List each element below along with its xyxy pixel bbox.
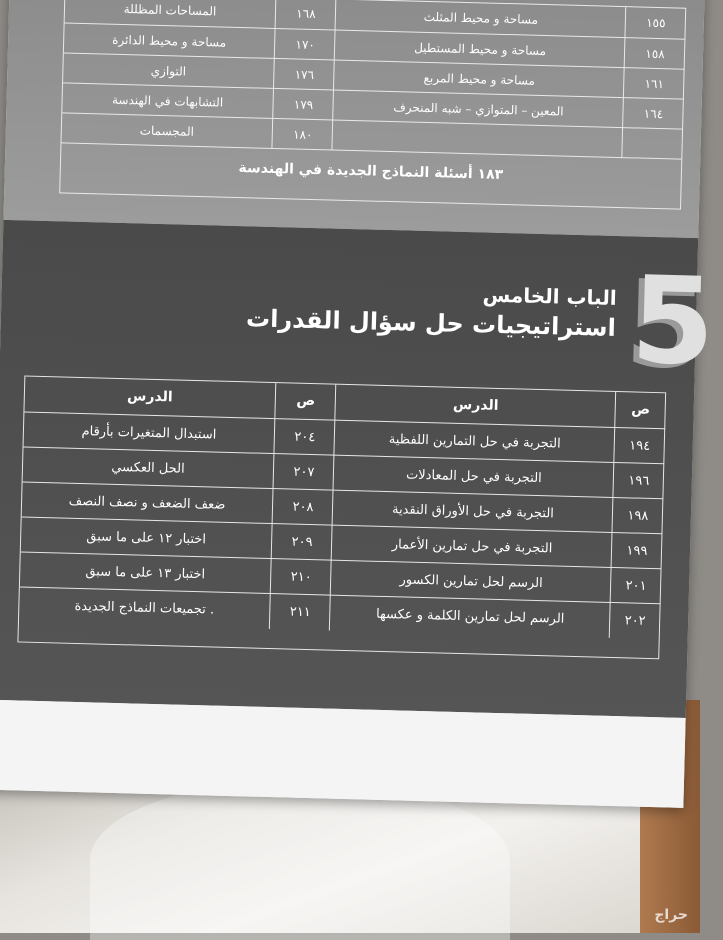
page-bottom — [0, 700, 686, 808]
page-number: ٢٠٨ — [272, 488, 334, 526]
chapter-title: استراتيجيات حل سؤال القدرات — [245, 304, 617, 342]
page-number: ١٧٦ — [273, 58, 335, 91]
column-header-page: ص — [614, 392, 666, 428]
cloth-fold — [90, 780, 510, 940]
page-number: ٢١١ — [269, 593, 331, 631]
strategies-contents-table — [17, 376, 666, 660]
page-number: ١٧٩ — [272, 88, 334, 121]
lesson-title: المساحات المظللة — [123, 1, 217, 19]
lesson-title: التجربة في حل المعادلات — [332, 455, 614, 498]
lesson-title: اختبار ١٢ على ما سبق — [21, 516, 272, 559]
page-number: ٢٠٤ — [273, 418, 335, 456]
page-number: ١٦٨ — [275, 0, 337, 30]
chapter-label: الباب الخامس — [482, 282, 617, 310]
column-header-page: ص — [274, 383, 336, 420]
lesson-title: الرسم لحل تمارين الكسور — [330, 560, 612, 603]
chapter-heading — [246, 276, 617, 342]
page-number: ١٦١ — [623, 67, 685, 100]
lesson-title: الحل العكسي — [23, 447, 274, 490]
page-number: ١٦٤ — [622, 97, 684, 130]
page-number: ١٧٠ — [274, 28, 336, 61]
page-number: ٢٠٢ — [609, 602, 661, 639]
page-number: ١٥٨ — [624, 37, 686, 70]
lesson-title: التوازي — [63, 52, 274, 88]
lesson-title: التشابهات في الهندسة — [62, 82, 273, 118]
page-number: ٢٠١ — [610, 567, 662, 604]
page-number: ١٩٦ — [612, 462, 664, 499]
lesson-title: تجميعات النماذج الجديدة . — [19, 586, 270, 629]
lesson-title: مساحة و محيط المستطيل — [334, 30, 626, 69]
lesson-title: الرسم لحل تمارين الكلمة و عكسها — [329, 595, 611, 638]
page-number: ١٨٠ — [271, 118, 333, 151]
watermark-logo: حراج — [654, 907, 688, 923]
lesson-title: اختبار ١٣ على ما سبق — [20, 551, 271, 594]
lesson-title: التجربة في حل التمارين اللفظية — [333, 420, 615, 463]
lesson-title: مساحة و محيط الدائرة — [64, 22, 275, 58]
lesson-title: مساحة و محيط المربع — [333, 60, 625, 99]
geometry-contents-table — [59, 0, 686, 210]
lesson-title: التجربة في حل الأوراق النقدية — [332, 490, 614, 533]
column-header-lesson: الدرس — [334, 385, 616, 427]
lesson-title: ضعف الضعف و نصف النصف — [22, 482, 273, 525]
page-number: ١٩٨ — [611, 497, 663, 534]
page-number — [621, 127, 683, 160]
column-header-lesson: الدرس — [126, 388, 173, 406]
page-number: ٢١٠ — [270, 558, 332, 596]
page-number: ٢٠٧ — [273, 453, 335, 491]
lesson-title: المعين – المتوازي – شبه المنحرف — [332, 89, 624, 128]
page-number: ١٥٥ — [624, 7, 686, 39]
lesson-title: استبدال المتغيرات بأرقام — [24, 412, 275, 455]
lesson-title: المجسمات — [61, 112, 272, 148]
chapter-number: 5 — [629, 251, 717, 393]
new-models-questions: ١٨٣ أسئلة النماذج الجديدة في الهندسة — [60, 142, 681, 199]
page-number: ٢٠٩ — [271, 523, 333, 561]
page-number: ١٩٩ — [611, 532, 663, 569]
page-number: ١٩٤ — [613, 427, 665, 464]
lesson-title: مساحة و محيط المثلث — [335, 0, 627, 37]
lesson-title: التجربة في حل تمارين الأعمار — [331, 525, 613, 568]
